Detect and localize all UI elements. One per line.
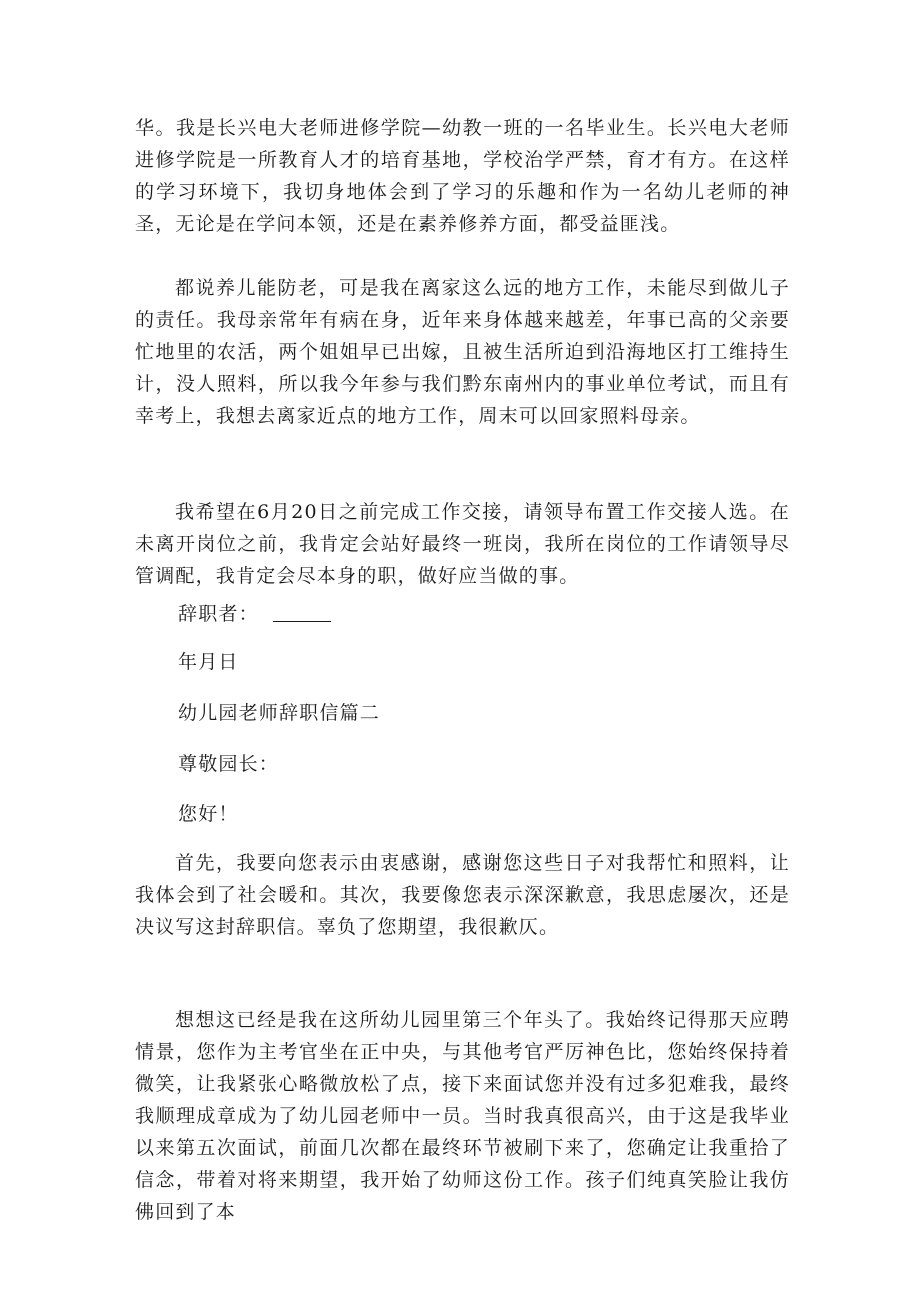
signer-line [178,598,331,630]
signer-label: 辞职者： [178,603,259,625]
greeting: 您好！ [178,803,239,825]
paragraph-family-reason: 都说养儿能防老，可是我在离家这么远的地方工作，未能尽到做儿子的责任。我母亲常年有病在身，近年来身体越来越差，年事已高的父亲要忙地里的农活，两个姐姐早已出嫁，且被生活所迫到沿海地区打工维持生计，没人照料，所以我今年参与我们黔东南州内的事业单位考试，而且有幸考上，我想去离家近点的地方工作，周末可以回家照料母亲。 [135,277,790,427]
paragraph-graduate-intro: 华。我是长兴电大老师进修学院—幼教一班的一名毕业生。长兴电大老师进修学院是一所教育人才的培育基地，学校治学严禁，育才有方。在这样的学习环境下，我切身地体会到了学习的乐趣和作为一名幼儿老师的神圣，无论是在学问本领，还是在素养修养方面，都受益匪浅。 [135,117,790,235]
signature-blank [273,601,331,622]
paragraph-gratitude: 首先，我要向您表示由衷感谢，感谢您这些日子对我帮忙和照料，让我体会到了社会暖和。其次，我要像您表示深深歉意，我思虑屡次，还是决议写这封辞职信。辜负了您期望，我很歉仄。 [135,852,790,938]
section-title: 幼儿园老师辞职信篇二 [178,702,381,724]
paragraph-memories: 想想这已经是我在这所幼儿园里第三个年头了。我始终记得那天应聘情景，您作为主考官坐在正中央，与其他考官严厉神色比，您始终保持着微笑，让我紧张心略微放松了点，接下来面试您并没有过多犯难我，最终我顺理成章成为了幼儿园老师中一员。当时我真很高兴，由于这是我毕业以来第五次面试，前面几次都在最终环节被刷下来了，您确定让我重拾了信念，带着对将来期望，我开始了幼师这份工作。孩子们纯真笑脸让我仿佛回到了本 [135,1009,790,1223]
paragraph-handover-request: 我希望在6月20日之前完成工作交接，请领导布置工作交接人选。在未离开岗位之前，我肯定会站好最终一班岗，我所在岗位的工作请领导尽管调配，我肯定会尽本身的职，做好应当做的事。 [135,501,790,587]
salutation: 尊敬园长： [178,753,280,775]
date-line: 年月日 [178,651,239,673]
